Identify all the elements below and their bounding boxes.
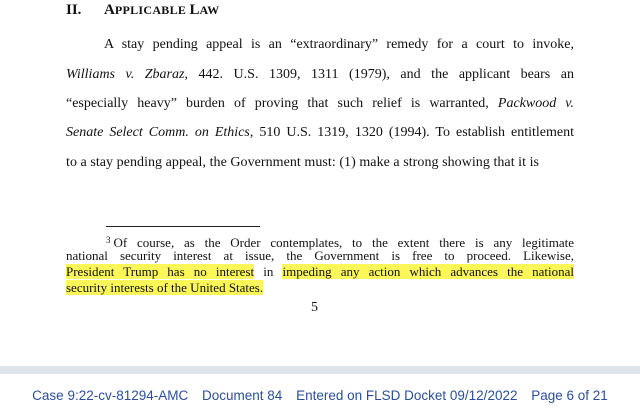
paragraph-line-4 bbox=[66, 118, 574, 148]
paragraph-line-3 bbox=[66, 89, 574, 119]
highlighted-text-1: President Trump has no interest bbox=[66, 264, 255, 279]
footnote-line-3-text: in bbox=[254, 264, 283, 279]
highlighted-text-2: impeding any action which advances the national bbox=[282, 264, 574, 279]
highlighted-text-3: security interests of the United States. bbox=[66, 280, 264, 295]
section-title-rest-a: PPLICABLE bbox=[114, 3, 190, 17]
paragraph-line-3-text: “especially heavy” burden of proving that such relief is warranted, bbox=[66, 96, 498, 111]
footer-page-indicator: Page 6 of 21 bbox=[531, 388, 608, 403]
paragraph-line-2 bbox=[66, 60, 574, 90]
footnote-divider bbox=[106, 226, 260, 227]
paragraph-line-1: A stay pending appeal is an “extraordinary” remedy for a court to invoke, bbox=[104, 37, 574, 52]
section-title-initial-b: L bbox=[189, 2, 200, 18]
paragraph-line-2-text: , 442. U.S. 1309, 1311 (1979), and the applicant bears an bbox=[184, 67, 574, 82]
footnote-line-3 bbox=[66, 264, 574, 280]
footer-entered-date: Entered on FLSD Docket 09/12/2022 bbox=[296, 388, 518, 403]
paragraph-line-5: to a stay pending appeal, the Government must: (1) make a strong showing that it is bbox=[66, 155, 540, 170]
page-number: 5 bbox=[311, 300, 318, 315]
footnote-line-4 bbox=[66, 280, 574, 296]
footnote-line-1-text: Of course, as the Order contemplates, to the extent there is any legitimate bbox=[113, 235, 574, 250]
section-number: II. bbox=[66, 2, 82, 18]
docket-footer-text bbox=[0, 387, 640, 405]
footer-case-number: Case 9:22-cv-81294-AMC bbox=[32, 388, 189, 403]
footnote-line-2: national security interest at issue, the Government is free to proceed. Likewise, bbox=[66, 248, 574, 263]
case-citation-senate-select: Senate Select Comm. on Ethics bbox=[66, 125, 250, 140]
case-citation-williams: Williams v. Zbaraz bbox=[66, 67, 185, 82]
paragraph-line-4-text: , 510 U.S. 1319, 1320 (1994). To establish entitlement bbox=[249, 125, 574, 140]
footnote-marker: 3 bbox=[106, 235, 111, 245]
section-title-rest-b: AW bbox=[199, 3, 220, 17]
page-separator bbox=[0, 366, 640, 374]
case-citation-packwood: Packwood v. bbox=[497, 96, 574, 111]
section-title-initial-a: A bbox=[104, 2, 115, 18]
footer-document-number: Document 84 bbox=[202, 388, 283, 403]
section-heading bbox=[66, 0, 219, 20]
